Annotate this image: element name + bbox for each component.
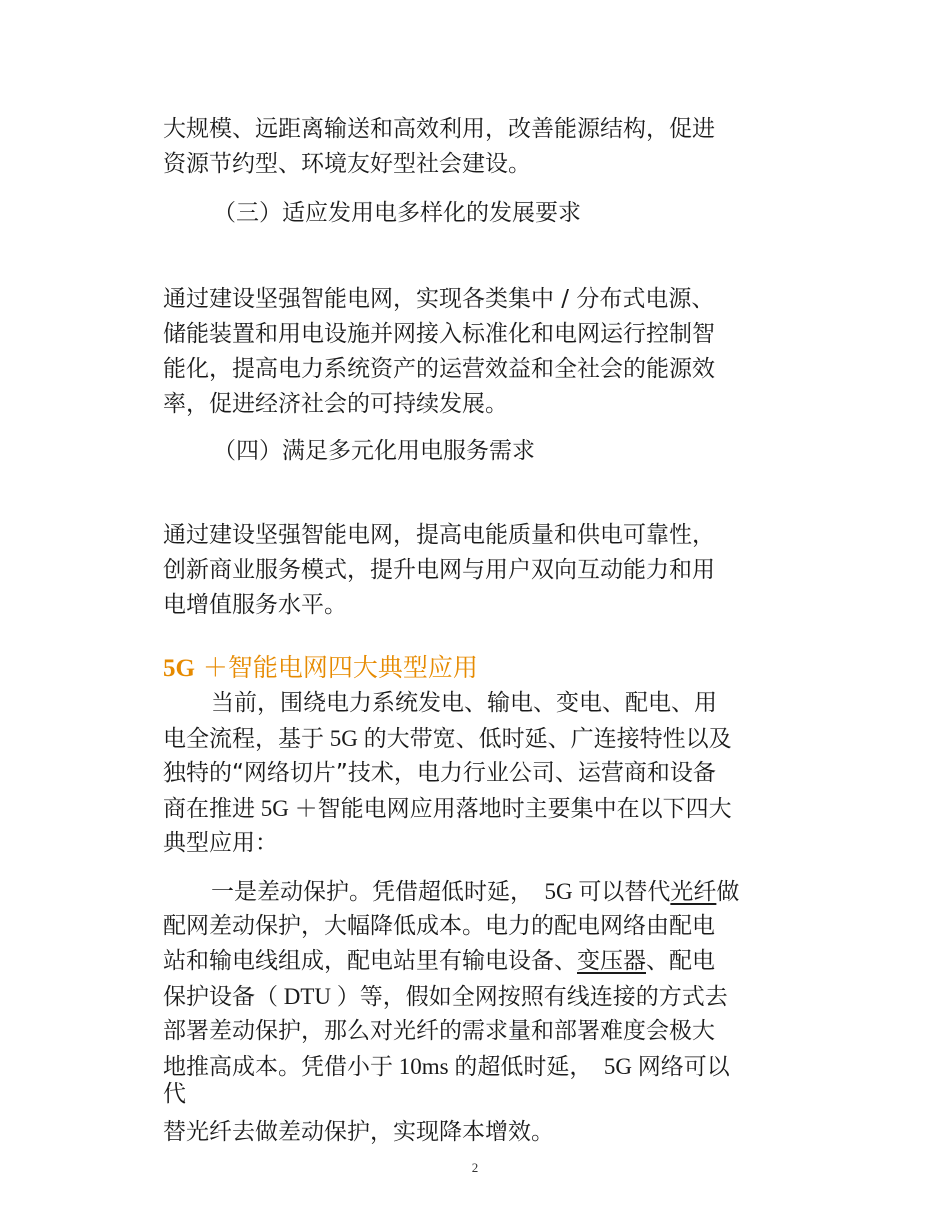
transformer-link[interactable]: 变压器	[577, 948, 646, 974]
section-4-paragraph	[163, 518, 803, 623]
text-line: 配网差动保护，大幅降低成本。电力的配电网络由配电	[163, 913, 715, 939]
text-line: 商在推进 5G ＋智能电网应用落地时主要集中在以下四大	[163, 796, 732, 822]
text-line: 储能装置和用电设施并网接入标准化和电网运行控制智	[163, 321, 715, 347]
text-line: 站和输电线组成，配电站里有输电设备、变压器、配电	[163, 948, 715, 974]
text-line: 资源节约型、环境友好型社会建设。	[163, 151, 531, 177]
section-4-title: （四）满足多元化用电服务需求	[213, 438, 535, 464]
text-line: 大规模、远距离输送和高效利用，改善能源结构，促进	[163, 116, 715, 142]
text-line: 替光纤去做差动保护，实现降本增效。	[163, 1119, 554, 1145]
text-line: 能化，提高电力系统资产的运营效益和全社会的能源效	[163, 356, 715, 382]
text-line: 通过建设坚强智能电网，实现各类集中 / 分布式电源、	[163, 286, 715, 312]
text-line: 率，促进经济社会的可持续发展。	[163, 391, 508, 417]
text-line: 创新商业服务模式，提升电网与用户双向互动能力和用	[163, 557, 715, 583]
text-line: 地推高成本。凭借小于 10ms 的超低时延， 5G 网络可以	[163, 1054, 730, 1080]
intro-paragraph	[163, 112, 803, 182]
section-heading-5g: 5G ＋智能电网四大典型应用	[163, 653, 478, 682]
section-3-paragraph	[163, 282, 803, 422]
section-3-title: （三）适应发用电多样化的发展要求	[213, 200, 581, 226]
text-line: 电全流程，基于 5G 的大带宽、低时延、广连接特性以及	[163, 726, 732, 752]
text-line: 当前，围绕电力系统发电、输电、变电、配电、用	[211, 690, 717, 716]
optical-fiber-link[interactable]: 光纤	[670, 879, 717, 905]
5g-intro-paragraph	[163, 686, 803, 861]
differential-protection-paragraph	[163, 874, 803, 1150]
text-line: 通过建设坚强智能电网，提高电能质量和供电可靠性，	[163, 522, 715, 548]
page-number: 2	[471, 1160, 479, 1175]
text-line: 典型应用：	[163, 830, 278, 856]
text-line: 独特的“网络切片”技术，电力行业公司、运营商和设备	[163, 760, 716, 786]
text-line: 代	[163, 1081, 186, 1107]
text-line: 部署差动保护，那么对光纤的需求量和部署难度会极大	[163, 1018, 715, 1044]
text-line: 一是差动保护。凭借超低时延， 5G 可以替代光纤做	[211, 879, 740, 905]
text-line: 电增值服务水平。	[163, 592, 347, 618]
text-line: 保护设备（ DTU ）等，假如全网按照有线连接的方式去	[163, 984, 728, 1010]
